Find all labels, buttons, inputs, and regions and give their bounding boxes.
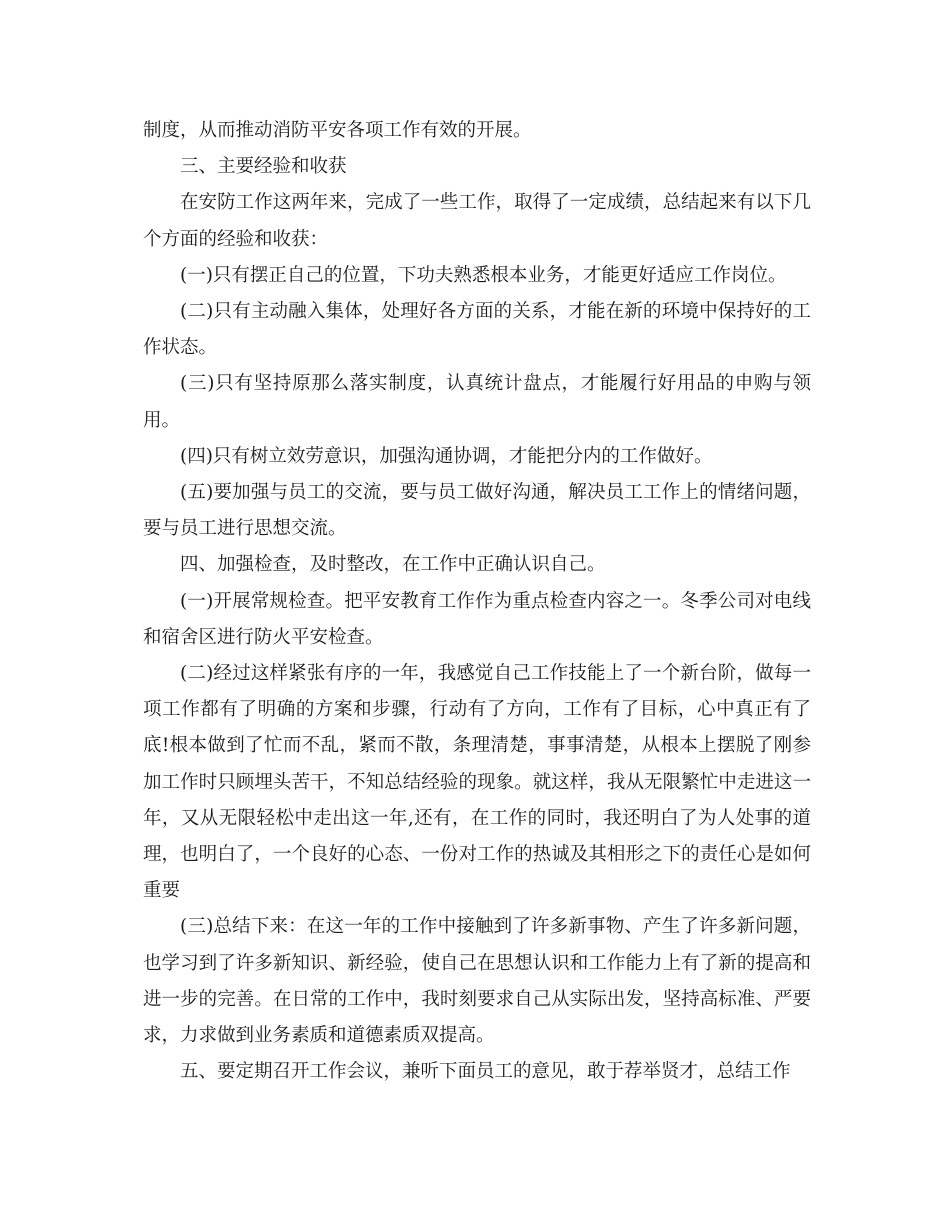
section-heading-5: 五、要定期召开工作会议，兼听下面员工的意见，敢于荐举贤才，总结工作	[180, 1061, 791, 1083]
paragraph-intro: 在安防工作这两年来，完成了一些工作，取得了一定成绩，总结起来有以下几个方面的经验和收获：	[143, 192, 811, 250]
paragraph-item-3: (三)只有坚持原那么落实制度，认真统计盘点，才能履行好用品的申购与领用。	[143, 373, 811, 431]
paragraph-item-1: (一)只有摆正自己的位置，下功夫熟悉根本业务，才能更好适应工作岗位。	[180, 264, 787, 286]
paragraph-item-5: (五)要加强与员工的交流，要与员工做好沟通，解决员工工作上的情绪问题，要与员工进行思想交流。	[143, 482, 811, 540]
paragraph-item-4: (四)只有树立效劳意识，加强沟通协调，才能把分内的工作做好。	[180, 445, 713, 467]
paragraph-check-2: (二)经过这样紧张有序的一年，我感觉自己工作技能上了一个新台阶，做每一项工作都有了明确的方案和步骤，行动有了方向，工作有了目标，心中真正有了底!根本做到了忙而不乱，紧而不散，条理清楚，事事清楚，从根本上摆脱了刚参加工作时只顾埋头苦干，不知总结经验的现象。就这样，我从无限繁忙中走进这一年，又从无限轻松中走出这一年,还有，在工作的同时，我还明白了为人处事的道理，也明白了，一个良好的心态、一份对工作的热诚及其相形之下的责任心是如何重要	[143, 663, 811, 902]
paragraph-continuation: 制度，从而推动消防平安各项工作有效的开展。	[143, 120, 532, 141]
paragraph-check-3: (三)总结下来：在这一年的工作中接触到了许多新事物、产生了许多新问题，也学习到了许多新知识、新经验，使自己在思想认识和工作能力上有了新的提高和进一步的完善。在日常的工作中，我时刻要求自己从实际出发，坚持高标准、严要求，力求做到业务素质和道德素质双提高。	[143, 916, 811, 1047]
section-heading-3: 三、主要经验和收获	[180, 156, 347, 178]
document-body	[143, 113, 811, 1090]
section-heading-4: 四、加强检查，及时整改，在工作中正确认识自己。	[180, 554, 606, 576]
paragraph-check-1: (一)开展常规检查。把平安教育工作作为重点检查内容之一。冬季公司对电线和宿舍区进行防火平安检查。	[143, 590, 811, 648]
paragraph-item-2: (二)只有主动融入集体，处理好各方面的关系，才能在新的环境中保持好的工作状态。	[143, 301, 811, 359]
